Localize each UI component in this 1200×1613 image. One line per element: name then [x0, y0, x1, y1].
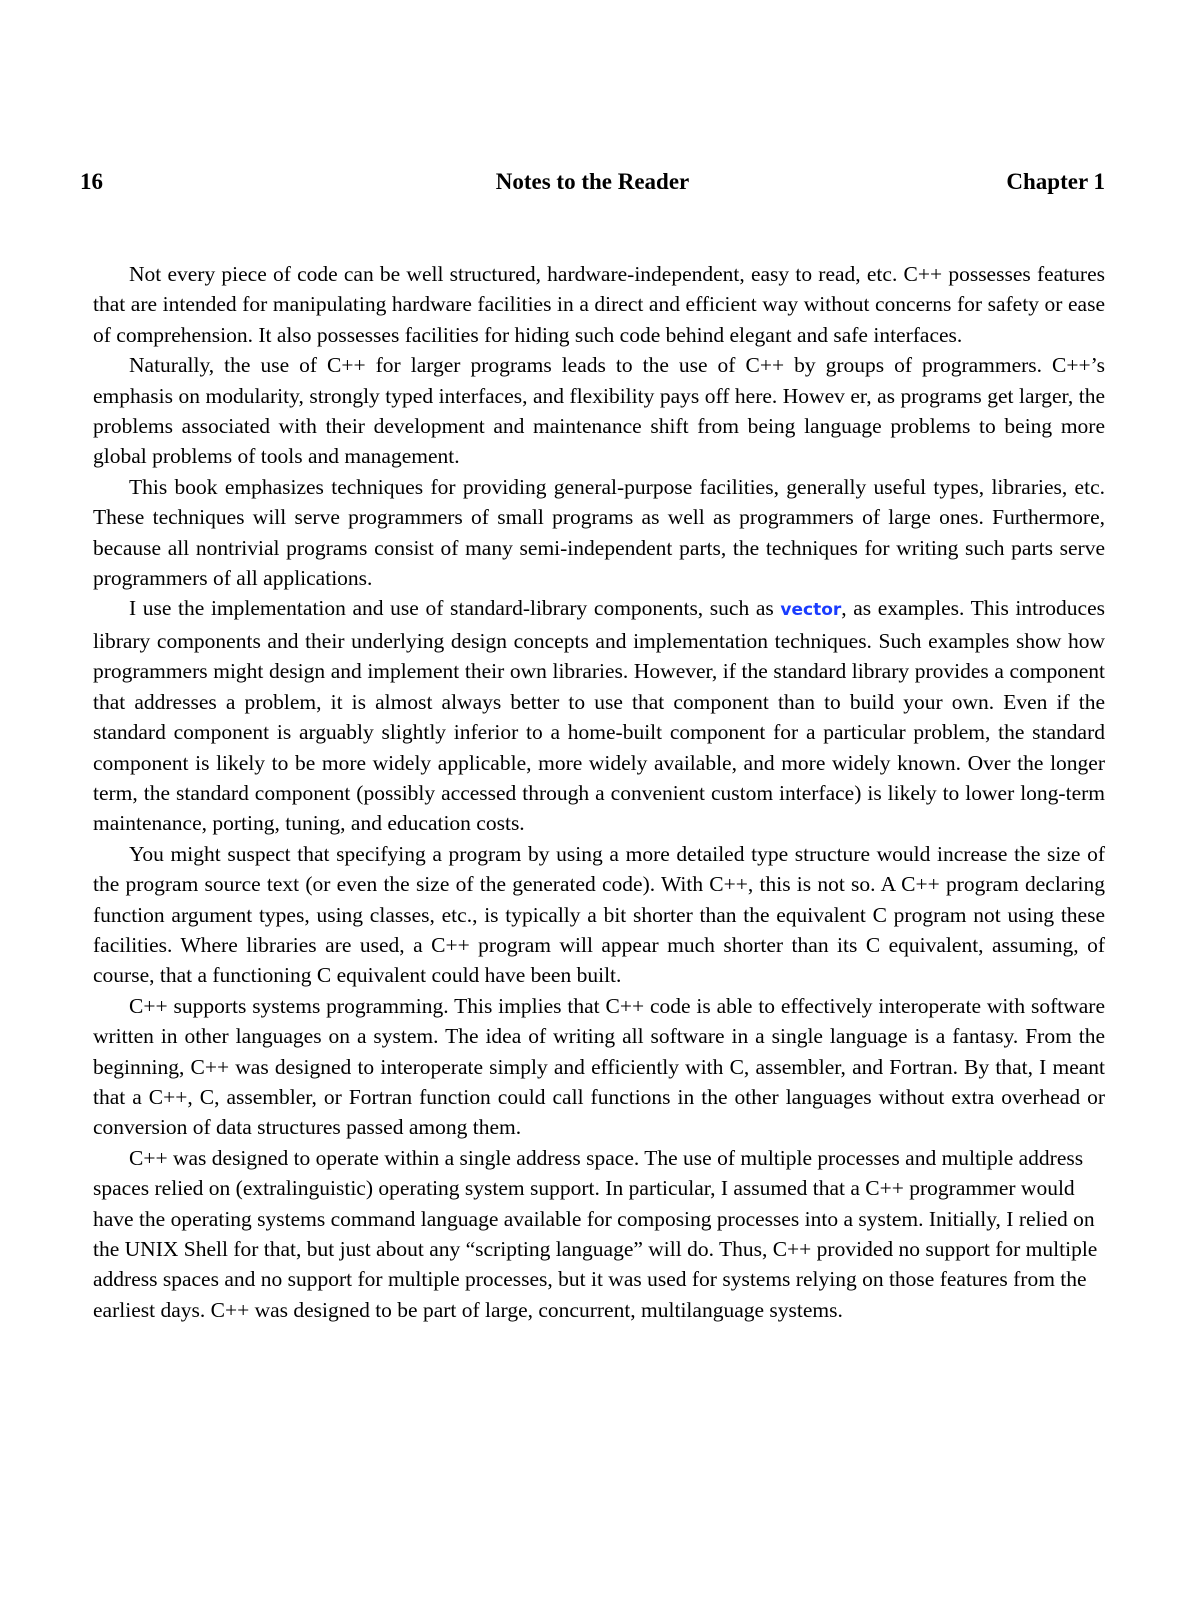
page-title: Notes to the Reader: [495, 169, 690, 194]
paragraph-4: [93, 593, 1105, 838]
paragraph-4-text-end: , as examples. This introduces library components and their underlying design concepts and implementation techniques. Such examples show how programmers might design and implement their own libraries. However, if the standard library provides a component that addresses a problem, it is almost always better to use that component than to build your own. Even if the standard component is arguably slightly inferior to a home-built component for a particular problem, the standard component is likely to be more widely applicable, more widely available, and more widely known. Over the longer term, the standard component (possibly accessed through a convenient custom interface) is likely to lower long-term maintenance, porting, tuning, and education costs.: [93, 596, 1105, 836]
paragraph-5: You might suspect that specifying a program by using a more detailed type structure would increase the size of the program source text (or even the size of the generated code). With C++, this is not so. A C++ program declaring function argument types, using classes, etc., is typically a bit shorter than the equivalent C program not using these facilities. Where libraries are used, a C++ program will appear much shorter than its C equivalent, assuming, of course, that a functioning C equivalent could have been built.: [93, 841, 1105, 988]
code-keyword-vector: vector: [780, 600, 842, 621]
paragraph-6: C++ supports systems programming. This implies that C++ code is able to effectively interoperate with software written in other languages on a system. The idea of writing all software in a single language is a fantasy. From the beginning, C++ was designed to interoperate simply and efficiently with C, assembler, and Fortran. By that, I meant that a C++, C, assembler, or Fortran function could call functions in the other languages without extra overhead or conversion of data structures passed among them.: [93, 993, 1105, 1140]
paragraph-4-text-start: I use the implementation and use of standard-library components, such as: [129, 596, 781, 621]
paragraph-1: Not every piece of code can be well structured, hardware-independent, easy to read, etc. C++ possesses features that are intended for manipulating hardware facilities in a direct and efficient way without concerns for safety or ease of comprehension. It also possesses facilities for hiding such code behind elegant and safe interfaces.: [93, 262, 1105, 347]
paragraph-2: Naturally, the use of C++ for larger programs leads to the use of C++ by groups of programmers. C++’s emphasis on modularity, strongly typed interfaces, and flexibility pays off here. Howev er, as programs get larger, the problems associated with their development and maintenance shift from being language problems to being more global problems of tools and management.: [93, 353, 1105, 469]
paragraph-7: C++ was designed to operate within a single address space. The use of multiple processes and multiple address spaces relied on (extralinguistic) operating system support. In particular, I assumed that a C++ programmer would have the operating systems command language available for composing processes into a system. Initially, I relied on the UNIX Shell for that, but just about any “scripting language” will do. Thus, C++ provided no support for multiple address spaces and no support for multiple processes, but it was used for systems relying on those features from the earliest days. C++ was designed to be part of large, concurrent, multilanguage systems.: [93, 1145, 1098, 1322]
running-header: [80, 165, 1105, 199]
page-number: 16: [80, 169, 103, 194]
chapter-label: Chapter 1: [1006, 169, 1105, 194]
paragraph-3: This book emphasizes techniques for providing general-purpose facilities, generally useful types, libraries, etc. These techniques will serve programmers of small programs as well as programmers of large ones. Furthermore, because all nontrivial programs consist of many semi-independent parts, the techniques for writing such parts serve programmers of all applications.: [93, 474, 1105, 591]
body-text: [93, 259, 1105, 1325]
